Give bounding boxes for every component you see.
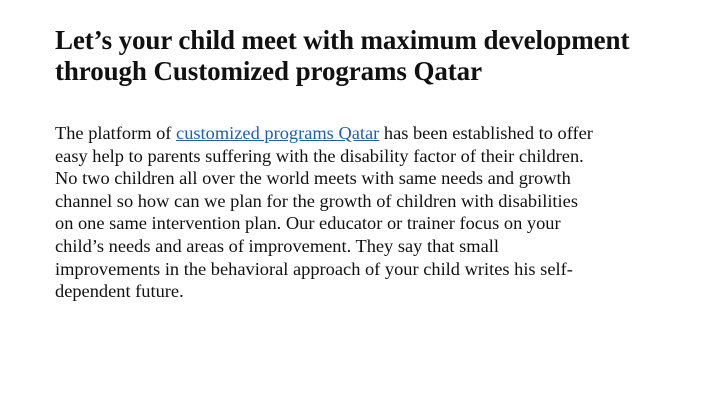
body-line-3: No two children all over the world meets with same needs and growth — [55, 168, 571, 189]
body-line-6: child’s needs and areas of improvement. They say that small — [55, 235, 499, 256]
body-paragraph — [55, 122, 705, 303]
body-line-2: easy help to parents suffering with the disability factor of their children. — [55, 145, 584, 166]
body-line-7: improvements in the behavioral approach of your child writes his self- — [55, 258, 573, 279]
title-line-2: through Customized programs Qatar — [55, 56, 482, 86]
body-line-1 — [55, 122, 705, 145]
customized-programs-link[interactable]: customized programs Qatar — [176, 123, 380, 143]
body-line-8: dependent future. — [55, 281, 184, 302]
body-line-1-before: The platform of — [55, 123, 177, 143]
title-line-1: Let’s your child meet with maximum development — [55, 25, 630, 55]
body-line-4: channel so how can we plan for the growth of children with disabilities — [55, 190, 578, 211]
body-line-1-after: has been established to offer — [379, 123, 593, 143]
page-title — [55, 25, 715, 87]
body-line-5: on one same intervention plan. Our educator or trainer focus on your — [55, 213, 561, 234]
